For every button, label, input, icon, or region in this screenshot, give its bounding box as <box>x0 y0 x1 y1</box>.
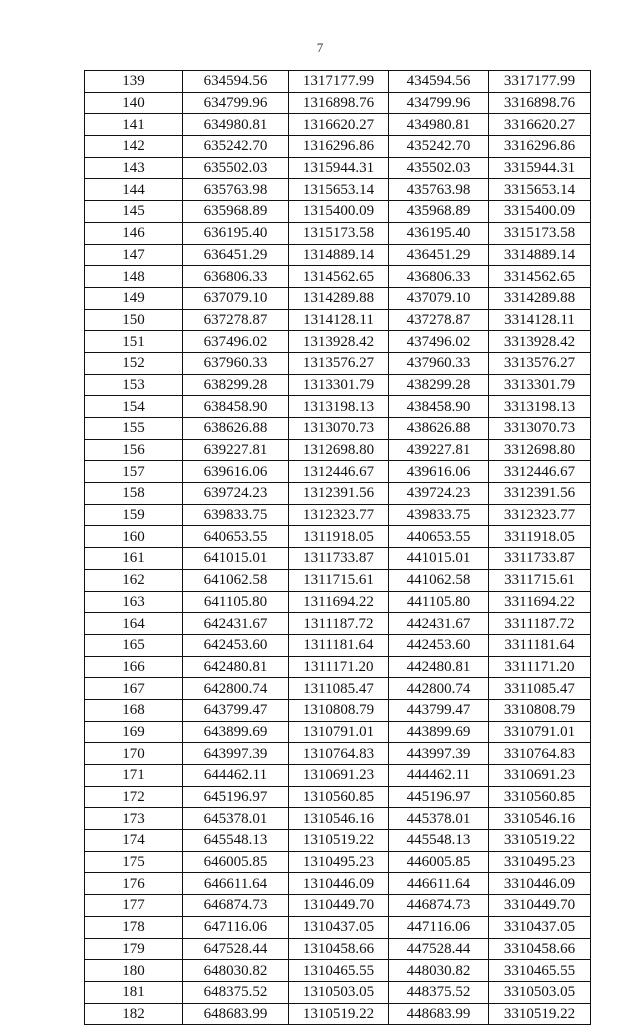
coord-x1-cell: 648030.82 <box>183 960 289 982</box>
coord-x2-cell: 441015.01 <box>389 548 489 570</box>
coord-y1-cell: 1313301.79 <box>289 374 389 396</box>
coord-y1-cell: 1313198.13 <box>289 396 389 418</box>
point-number-cell: 163 <box>85 591 183 613</box>
point-number-cell: 155 <box>85 418 183 440</box>
coord-y2-cell: 3310519.22 <box>489 830 591 852</box>
table-row <box>85 136 591 158</box>
coord-x1-cell: 635763.98 <box>183 179 289 201</box>
table-row <box>85 960 591 982</box>
coord-x2-cell: 435502.03 <box>389 157 489 179</box>
coord-y1-cell: 1311918.05 <box>289 526 389 548</box>
table-row <box>85 981 591 1003</box>
coord-x2-cell: 437960.33 <box>389 352 489 374</box>
coord-x2-cell: 437496.02 <box>389 331 489 353</box>
coord-y1-cell: 1315944.31 <box>289 157 389 179</box>
coord-y1-cell: 1310560.85 <box>289 786 389 808</box>
coord-y1-cell: 1313070.73 <box>289 418 389 440</box>
coord-y1-cell: 1316898.76 <box>289 92 389 114</box>
coord-x1-cell: 634980.81 <box>183 114 289 136</box>
coord-y2-cell: 3312323.77 <box>489 504 591 526</box>
coord-y1-cell: 1314889.14 <box>289 244 389 266</box>
coord-y1-cell: 1310449.70 <box>289 895 389 917</box>
table-row <box>85 1003 591 1025</box>
coord-x2-cell: 434799.96 <box>389 92 489 114</box>
point-number-cell: 162 <box>85 569 183 591</box>
coord-y1-cell: 1310503.05 <box>289 981 389 1003</box>
coord-x2-cell: 442480.81 <box>389 656 489 678</box>
coord-x1-cell: 645378.01 <box>183 808 289 830</box>
coord-x1-cell: 639227.81 <box>183 439 289 461</box>
table-row <box>85 461 591 483</box>
coord-y1-cell: 1310808.79 <box>289 699 389 721</box>
point-number-cell: 144 <box>85 179 183 201</box>
table-row <box>85 71 591 93</box>
coord-x2-cell: 440653.55 <box>389 526 489 548</box>
table-row <box>85 786 591 808</box>
coord-x2-cell: 447528.44 <box>389 938 489 960</box>
coord-y1-cell: 1310437.05 <box>289 916 389 938</box>
coord-x1-cell: 641105.80 <box>183 591 289 613</box>
coord-x1-cell: 635242.70 <box>183 136 289 158</box>
coord-y2-cell: 3316620.27 <box>489 114 591 136</box>
coord-y2-cell: 3310458.66 <box>489 938 591 960</box>
coord-y1-cell: 1312323.77 <box>289 504 389 526</box>
coord-y1-cell: 1311171.20 <box>289 656 389 678</box>
coord-x2-cell: 442800.74 <box>389 678 489 700</box>
point-number-cell: 141 <box>85 114 183 136</box>
coord-y2-cell: 3311181.64 <box>489 634 591 656</box>
coord-y1-cell: 1311733.87 <box>289 548 389 570</box>
table-row <box>85 157 591 179</box>
coord-x1-cell: 634594.56 <box>183 71 289 93</box>
point-number-cell: 158 <box>85 483 183 505</box>
coord-y2-cell: 3313301.79 <box>489 374 591 396</box>
point-number-cell: 145 <box>85 201 183 223</box>
coord-x1-cell: 637278.87 <box>183 309 289 331</box>
table-row <box>85 266 591 288</box>
point-number-cell: 178 <box>85 916 183 938</box>
table-row <box>85 830 591 852</box>
coord-x2-cell: 439724.23 <box>389 483 489 505</box>
table-row <box>85 526 591 548</box>
coord-y2-cell: 3313576.27 <box>489 352 591 374</box>
point-number-cell: 153 <box>85 374 183 396</box>
coord-y1-cell: 1310458.66 <box>289 938 389 960</box>
coord-x2-cell: 442453.60 <box>389 634 489 656</box>
coord-x2-cell: 435242.70 <box>389 136 489 158</box>
table-row <box>85 916 591 938</box>
coord-y2-cell: 3310546.16 <box>489 808 591 830</box>
coord-x1-cell: 637496.02 <box>183 331 289 353</box>
coord-x2-cell: 446874.73 <box>389 895 489 917</box>
coord-y1-cell: 1314128.11 <box>289 309 389 331</box>
point-number-cell: 174 <box>85 830 183 852</box>
coord-y2-cell: 3310691.23 <box>489 765 591 787</box>
table-row <box>85 873 591 895</box>
coord-y1-cell: 1315653.14 <box>289 179 389 201</box>
coord-y2-cell: 3311918.05 <box>489 526 591 548</box>
coord-x2-cell: 448375.52 <box>389 981 489 1003</box>
coord-x1-cell: 643799.47 <box>183 699 289 721</box>
coord-y2-cell: 3310560.85 <box>489 786 591 808</box>
coord-y2-cell: 3311085.47 <box>489 678 591 700</box>
table-row <box>85 678 591 700</box>
coord-x1-cell: 638458.90 <box>183 396 289 418</box>
table-row <box>85 765 591 787</box>
table-row <box>85 634 591 656</box>
table-row <box>85 309 591 331</box>
coord-y2-cell: 3310465.55 <box>489 960 591 982</box>
coord-x1-cell: 647528.44 <box>183 938 289 960</box>
coord-y1-cell: 1313576.27 <box>289 352 389 374</box>
table-row <box>85 201 591 223</box>
coord-y2-cell: 3310791.01 <box>489 721 591 743</box>
coord-y2-cell: 3310519.22 <box>489 1003 591 1025</box>
point-number-cell: 164 <box>85 613 183 635</box>
coord-x1-cell: 635968.89 <box>183 201 289 223</box>
coord-y2-cell: 3313928.42 <box>489 331 591 353</box>
coord-y1-cell: 1315173.58 <box>289 222 389 244</box>
coord-y2-cell: 3312698.80 <box>489 439 591 461</box>
coord-x2-cell: 434980.81 <box>389 114 489 136</box>
coord-x2-cell: 443899.69 <box>389 721 489 743</box>
table-row <box>85 439 591 461</box>
coord-x1-cell: 639724.23 <box>183 483 289 505</box>
page-number: 7 <box>316 40 324 55</box>
point-number-cell: 173 <box>85 808 183 830</box>
coord-x1-cell: 642800.74 <box>183 678 289 700</box>
coord-y2-cell: 3315173.58 <box>489 222 591 244</box>
coord-y1-cell: 1311181.64 <box>289 634 389 656</box>
table-row <box>85 569 591 591</box>
coord-x2-cell: 438458.90 <box>389 396 489 418</box>
coord-x1-cell: 636195.40 <box>183 222 289 244</box>
table-row <box>85 613 591 635</box>
table-row <box>85 222 591 244</box>
coord-x2-cell: 437278.87 <box>389 309 489 331</box>
point-number-cell: 142 <box>85 136 183 158</box>
coord-x1-cell: 646611.64 <box>183 873 289 895</box>
coord-y2-cell: 3310446.09 <box>489 873 591 895</box>
coord-x1-cell: 645196.97 <box>183 786 289 808</box>
coord-x1-cell: 648375.52 <box>183 981 289 1003</box>
coord-x2-cell: 437079.10 <box>389 287 489 309</box>
coord-x2-cell: 435763.98 <box>389 179 489 201</box>
table-row <box>85 244 591 266</box>
table-row <box>85 548 591 570</box>
coord-x1-cell: 638299.28 <box>183 374 289 396</box>
coord-y2-cell: 3313070.73 <box>489 418 591 440</box>
coord-x2-cell: 436451.29 <box>389 244 489 266</box>
coord-x1-cell: 638626.88 <box>183 418 289 440</box>
table-row <box>85 938 591 960</box>
coord-y2-cell: 3315653.14 <box>489 179 591 201</box>
coord-y2-cell: 3314128.11 <box>489 309 591 331</box>
coord-x1-cell: 642431.67 <box>183 613 289 635</box>
table-row <box>85 179 591 201</box>
table-row <box>85 114 591 136</box>
coord-x1-cell: 641015.01 <box>183 548 289 570</box>
point-number-cell: 154 <box>85 396 183 418</box>
point-number-cell: 169 <box>85 721 183 743</box>
point-number-cell: 150 <box>85 309 183 331</box>
coord-x1-cell: 643997.39 <box>183 743 289 765</box>
coord-x2-cell: 439227.81 <box>389 439 489 461</box>
coord-x1-cell: 634799.96 <box>183 92 289 114</box>
coord-y2-cell: 3313198.13 <box>489 396 591 418</box>
table-row <box>85 656 591 678</box>
coord-y2-cell: 3316898.76 <box>489 92 591 114</box>
point-number-cell: 171 <box>85 765 183 787</box>
point-number-cell: 182 <box>85 1003 183 1025</box>
coord-y1-cell: 1312446.67 <box>289 461 389 483</box>
table-row <box>85 721 591 743</box>
coord-y1-cell: 1310519.22 <box>289 830 389 852</box>
table-row <box>85 287 591 309</box>
coord-y1-cell: 1313928.42 <box>289 331 389 353</box>
coord-y1-cell: 1315400.09 <box>289 201 389 223</box>
coord-x2-cell: 434594.56 <box>389 71 489 93</box>
coord-y2-cell: 3310808.79 <box>489 699 591 721</box>
coord-y2-cell: 3314289.88 <box>489 287 591 309</box>
table-row <box>85 851 591 873</box>
coord-x2-cell: 436806.33 <box>389 266 489 288</box>
coord-x2-cell: 436195.40 <box>389 222 489 244</box>
point-number-cell: 160 <box>85 526 183 548</box>
table-row <box>85 743 591 765</box>
coordinates-table <box>84 70 591 1025</box>
table-row <box>85 808 591 830</box>
coord-y1-cell: 1311715.61 <box>289 569 389 591</box>
point-number-cell: 161 <box>85 548 183 570</box>
coord-y2-cell: 3310437.05 <box>489 916 591 938</box>
coord-x1-cell: 645548.13 <box>183 830 289 852</box>
table-row <box>85 374 591 396</box>
coord-x2-cell: 438299.28 <box>389 374 489 396</box>
coord-x1-cell: 636451.29 <box>183 244 289 266</box>
coord-x1-cell: 636806.33 <box>183 266 289 288</box>
coord-x2-cell: 446611.64 <box>389 873 489 895</box>
coord-y1-cell: 1310764.83 <box>289 743 389 765</box>
coord-x1-cell: 637079.10 <box>183 287 289 309</box>
coord-y1-cell: 1310465.55 <box>289 960 389 982</box>
table-row <box>85 483 591 505</box>
point-number-cell: 172 <box>85 786 183 808</box>
coord-x1-cell: 637960.33 <box>183 352 289 374</box>
coord-y2-cell: 3314562.65 <box>489 266 591 288</box>
coord-y1-cell: 1316620.27 <box>289 114 389 136</box>
coord-y2-cell: 3317177.99 <box>489 71 591 93</box>
coord-x1-cell: 639616.06 <box>183 461 289 483</box>
point-number-cell: 152 <box>85 352 183 374</box>
coord-y1-cell: 1310495.23 <box>289 851 389 873</box>
point-number-cell: 148 <box>85 266 183 288</box>
table-row <box>85 591 591 613</box>
coord-y1-cell: 1310791.01 <box>289 721 389 743</box>
table-row <box>85 895 591 917</box>
coord-y2-cell: 3310495.23 <box>489 851 591 873</box>
table-row <box>85 699 591 721</box>
table-row <box>85 396 591 418</box>
coord-y2-cell: 3311187.72 <box>489 613 591 635</box>
coord-x2-cell: 445548.13 <box>389 830 489 852</box>
coord-y1-cell: 1310546.16 <box>289 808 389 830</box>
table-row <box>85 331 591 353</box>
coord-y1-cell: 1312698.80 <box>289 439 389 461</box>
coord-x1-cell: 635502.03 <box>183 157 289 179</box>
point-number-cell: 167 <box>85 678 183 700</box>
coord-y2-cell: 3312391.56 <box>489 483 591 505</box>
coord-y1-cell: 1310519.22 <box>289 1003 389 1025</box>
point-number-cell: 146 <box>85 222 183 244</box>
coord-x2-cell: 445196.97 <box>389 786 489 808</box>
coord-y1-cell: 1317177.99 <box>289 71 389 93</box>
coord-x2-cell: 439833.75 <box>389 504 489 526</box>
coord-x1-cell: 639833.75 <box>183 504 289 526</box>
point-number-cell: 166 <box>85 656 183 678</box>
coord-x1-cell: 644462.11 <box>183 765 289 787</box>
table-row <box>85 418 591 440</box>
coordinates-table-body <box>85 71 591 1025</box>
point-number-cell: 179 <box>85 938 183 960</box>
table-row <box>85 352 591 374</box>
point-number-cell: 168 <box>85 699 183 721</box>
coord-y2-cell: 3311694.22 <box>489 591 591 613</box>
coord-x1-cell: 642453.60 <box>183 634 289 656</box>
point-number-cell: 170 <box>85 743 183 765</box>
coord-y2-cell: 3311171.20 <box>489 656 591 678</box>
coord-x1-cell: 643899.69 <box>183 721 289 743</box>
coord-y2-cell: 3315400.09 <box>489 201 591 223</box>
coord-x2-cell: 445378.01 <box>389 808 489 830</box>
coord-y2-cell: 3310764.83 <box>489 743 591 765</box>
coord-y1-cell: 1312391.56 <box>289 483 389 505</box>
point-number-cell: 139 <box>85 71 183 93</box>
coord-x1-cell: 646005.85 <box>183 851 289 873</box>
coord-y2-cell: 3312446.67 <box>489 461 591 483</box>
point-number-cell: 176 <box>85 873 183 895</box>
coord-y1-cell: 1310446.09 <box>289 873 389 895</box>
coord-y1-cell: 1316296.86 <box>289 136 389 158</box>
coord-y2-cell: 3311733.87 <box>489 548 591 570</box>
coord-x2-cell: 446005.85 <box>389 851 489 873</box>
point-number-cell: 181 <box>85 981 183 1003</box>
point-number-cell: 177 <box>85 895 183 917</box>
coord-x2-cell: 448683.99 <box>389 1003 489 1025</box>
coord-x2-cell: 441062.58 <box>389 569 489 591</box>
coord-y1-cell: 1311085.47 <box>289 678 389 700</box>
coord-x1-cell: 646874.73 <box>183 895 289 917</box>
point-number-cell: 175 <box>85 851 183 873</box>
point-number-cell: 140 <box>85 92 183 114</box>
coord-y2-cell: 3315944.31 <box>489 157 591 179</box>
coord-x2-cell: 439616.06 <box>389 461 489 483</box>
table-row <box>85 504 591 526</box>
coord-x1-cell: 641062.58 <box>183 569 289 591</box>
point-number-cell: 151 <box>85 331 183 353</box>
coord-y1-cell: 1310691.23 <box>289 765 389 787</box>
point-number-cell: 147 <box>85 244 183 266</box>
point-number-cell: 165 <box>85 634 183 656</box>
point-number-cell: 180 <box>85 960 183 982</box>
coord-x2-cell: 444462.11 <box>389 765 489 787</box>
coord-y1-cell: 1314289.88 <box>289 287 389 309</box>
coord-y2-cell: 3310449.70 <box>489 895 591 917</box>
coord-x2-cell: 442431.67 <box>389 613 489 635</box>
coord-y1-cell: 1314562.65 <box>289 266 389 288</box>
coord-x1-cell: 647116.06 <box>183 916 289 938</box>
coord-x2-cell: 443997.39 <box>389 743 489 765</box>
coord-x1-cell: 642480.81 <box>183 656 289 678</box>
point-number-cell: 149 <box>85 287 183 309</box>
point-number-cell: 156 <box>85 439 183 461</box>
coord-y1-cell: 1311694.22 <box>289 591 389 613</box>
coord-y2-cell: 3316296.86 <box>489 136 591 158</box>
coord-x1-cell: 640653.55 <box>183 526 289 548</box>
coord-y2-cell: 3310503.05 <box>489 981 591 1003</box>
coord-x2-cell: 448030.82 <box>389 960 489 982</box>
coord-y2-cell: 3311715.61 <box>489 569 591 591</box>
coord-x2-cell: 435968.89 <box>389 201 489 223</box>
coord-y1-cell: 1311187.72 <box>289 613 389 635</box>
coord-x2-cell: 441105.80 <box>389 591 489 613</box>
point-number-cell: 159 <box>85 504 183 526</box>
point-number-cell: 157 <box>85 461 183 483</box>
coord-x1-cell: 648683.99 <box>183 1003 289 1025</box>
point-number-cell: 143 <box>85 157 183 179</box>
coord-y2-cell: 3314889.14 <box>489 244 591 266</box>
table-row <box>85 92 591 114</box>
coord-x2-cell: 438626.88 <box>389 418 489 440</box>
coord-x2-cell: 443799.47 <box>389 699 489 721</box>
coord-x2-cell: 447116.06 <box>389 916 489 938</box>
